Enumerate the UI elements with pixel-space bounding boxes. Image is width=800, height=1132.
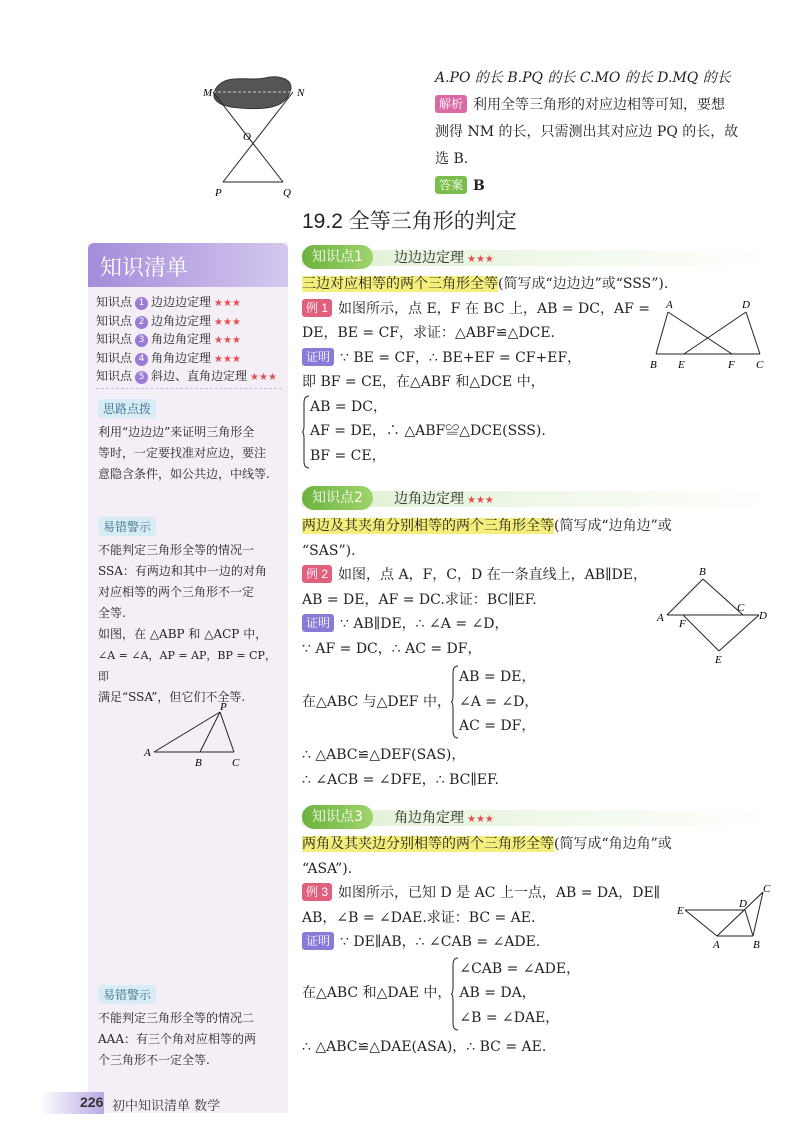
label-q: Q [283, 187, 291, 199]
kp2-proof-line: ∵ AF = DC，∴ AC = DF， [302, 640, 482, 657]
kp3-proof-line: 在△ABC 和△DAE 中， [302, 985, 452, 1002]
kp1-ex-tag: 例 1 [302, 299, 332, 317]
kp2-statement-tail: “SAS”). [302, 542, 356, 559]
kp3-statement-tail: (简写成“角边角”或 [554, 836, 672, 852]
kp2-proof-line: 在△ABC 与△DEF 中， [302, 693, 451, 710]
label-o: O [243, 131, 251, 143]
kp1-brace-line: AF = DE，∴ △ABF≌△DCE(SSS). [310, 423, 546, 440]
kp3-proof-tag: 证明 [302, 932, 334, 950]
kp2-figure [655, 565, 770, 665]
shaded-region [214, 77, 291, 109]
answer-value: B [473, 178, 485, 194]
options-line: A.PO 的长 B.PQ 的长 C.MO 的长 D.MQ 的长 [435, 70, 731, 86]
kp1-header [302, 245, 772, 271]
warn-line: 对应相等的两个三角形不一定 [98, 585, 255, 599]
kp1-proof-line: 即 BF = CE，在△ABF 和△DCE 中， [302, 374, 545, 390]
kp3-ex-tag: 例 3 [302, 883, 332, 901]
sidebar-kp-list [96, 294, 286, 387]
list-item[interactable]: 知识点 2 边角边定理 ★★★ [96, 313, 241, 328]
warn-line: AAA：有三个角对应相等的两 [98, 1032, 256, 1046]
kp3-statement: 两角及其夹边分别相等的两个三角形全等 [302, 836, 554, 852]
warn-line: 全等. [98, 606, 126, 620]
warn-line: 个三角形不一定全等. [98, 1053, 210, 1067]
svg-text:B: B [650, 359, 657, 370]
warn2-head: 易错警示 [98, 985, 156, 1004]
kp1-proof-tag: 证明 [302, 348, 334, 366]
kp3-proof-line: ∵ DE∥AB，∴ ∠CAB = ∠ADE. [340, 934, 541, 950]
svg-text:D: D [759, 610, 767, 622]
kp2-proof-line: ∴ ∠ACB = ∠DFE，∴ BC∥EF. [302, 771, 500, 788]
kp3-ex-line: AB，∠B = ∠DAE.求证：BC = AE. [302, 909, 536, 926]
list-item[interactable]: 知识点 4 角角边定理 ★★★ [96, 350, 241, 365]
kp2-name: 边角边定理 ★★★ [394, 491, 494, 507]
kp3-pill: 知识点3 [302, 805, 373, 829]
page-number: 226 [80, 1094, 104, 1110]
svg-text:C: C [756, 359, 764, 370]
svg-text:E: E [678, 359, 685, 370]
svg-text:C: C [737, 602, 745, 614]
top-answer-block [435, 65, 775, 200]
kp3-brace-line: ∠B = ∠DAE， [459, 1009, 560, 1026]
label-n: N [297, 87, 305, 99]
sidebar-title: 知识清单 [100, 256, 189, 281]
kp1-brace-line: AB = DC， [310, 398, 387, 415]
svg-text:C: C [763, 883, 771, 895]
tip-line: 意隐含条件，如公共边，中线等. [98, 467, 270, 481]
kp3-brace-line: ∠CAB = ∠ADE， [459, 960, 581, 977]
kp3-brace-line: AB = DA， [459, 985, 536, 1002]
kp2-proof-line: ∵ AB∥DE，∴ ∠A = ∠D， [340, 616, 509, 632]
kp1-brace-line: BF = CE， [310, 447, 386, 464]
analysis-text-1: 利用全等三角形的对应边相等可知，要想 [473, 97, 726, 113]
answer-tag: 答案 [435, 176, 467, 194]
kp2-brace-line: AB = DE， [458, 669, 536, 686]
warn-line: 不能判定三角形全等的情况二 [98, 1011, 255, 1025]
svg-text:P: P [220, 701, 227, 713]
kp1-statement: 三边对应相等的两个三角形全等 [302, 276, 498, 292]
list-item[interactable]: 知识点 1 边边边定理 ★★★ [96, 295, 241, 309]
kp3-ex-line: 如图所示，已知 D 是 AC 上一点，AB = DA，DE∥ [338, 885, 661, 901]
list-item[interactable]: 知识点 3 角边角定理 ★★★ [96, 332, 241, 346]
list-item[interactable]: 知识点 5 斜边、直角边定理 ★★★ [96, 369, 277, 383]
svg-text:D: D [742, 299, 750, 311]
warn1-head: 易错警示 [98, 517, 156, 536]
kp2-statement: 两边及其夹角分别相等的两个三角形全等 [302, 518, 554, 534]
kp2-statement-tail: (简写成“边角边”或 [554, 518, 672, 534]
svg-text:A: A [666, 299, 673, 311]
svg-text:E: E [715, 654, 722, 665]
kp2-ex-tag: 例 2 [302, 565, 332, 583]
kp3-name: 角边角定理 ★★★ [394, 810, 494, 826]
kp1-proof-line: ∵ BE = CF，∴ BE+EF = CF+EF， [340, 349, 582, 366]
tip-line: 等时，一定要找准对应边，要注 [98, 446, 267, 460]
svg-text:A: A [657, 612, 664, 624]
kp2-proof-tag: 证明 [302, 614, 334, 632]
kp2-proof-line: ∴ △ABC≌△DEF(SAS)， [302, 747, 466, 763]
kp1-statement-tail: (简写成“边边边”或“SSS”). [498, 276, 669, 292]
analysis-text-2: 测得 NM 的长，只需测出其对应边 PQ 的长，故 [435, 124, 739, 140]
book-title: 初中知识清单 数学 [112, 1099, 221, 1114]
warning-box-1 [98, 516, 286, 708]
kp1-name: 边边边定理 ★★★ [394, 250, 494, 266]
svg-text:D: D [739, 898, 747, 910]
kp1-ex-line: DE，BE = CF，求证：△ABF≌△DCE. [302, 325, 555, 341]
svg-text:A: A [713, 939, 720, 951]
kp3-header [302, 805, 772, 831]
sidebar-divider [96, 388, 282, 389]
analysis-tag: 解析 [435, 95, 467, 113]
tip-box [98, 398, 286, 485]
sidebar-header [88, 243, 288, 287]
svg-text:B: B [753, 939, 760, 951]
tip-line: 利用“边边边”来证明三角形全 [98, 425, 255, 439]
warn-line: 满足“SSA”，但它们不全等. [98, 690, 246, 704]
kp2-brace-line: AC = DF， [458, 718, 536, 735]
kp2-pill: 知识点2 [302, 486, 373, 510]
warning-box-2 [98, 984, 286, 1071]
label-m: M [203, 87, 213, 99]
svg-text:C: C [232, 757, 240, 769]
analysis-text-3: 选 B. [435, 151, 469, 167]
kp2-ex-line: AB = DE，AF = DC.求证：BC∥EF. [302, 591, 537, 608]
kp3-statement-tail: “ASA”). [302, 860, 353, 877]
svg-text:B: B [195, 757, 202, 769]
svg-text:B: B [699, 566, 706, 578]
kp3-proof-line: ∴ △ABC≌△DAE(ASA)，∴ BC = AE. [302, 1038, 547, 1055]
tip-head: 思路点拨 [98, 399, 156, 418]
kp1-pill: 知识点1 [302, 245, 373, 269]
kp1-ex-line: 如图所示，点 E，F 在 BC 上，AB = DC，AF = [338, 300, 650, 317]
label-p: P [215, 187, 222, 199]
svg-text:F: F [679, 618, 686, 630]
svg-text:F: F [728, 359, 735, 370]
kp3-figure [675, 880, 775, 952]
warn-line: SSA：有两边和其中一边的对角 [98, 564, 267, 578]
section-title: 19.2 全等三角形的判定 [302, 210, 517, 233]
ssa-figure [140, 700, 250, 770]
kp2-header [302, 486, 772, 512]
warn-line: 如图，在 △ABP 和 △ACP 中， [98, 627, 268, 641]
svg-text:A: A [144, 747, 151, 759]
kp1-figure [650, 298, 770, 370]
warn-line: ∠A = ∠A，AP = AP，BP = CP，即 [98, 649, 276, 683]
svg-text:E: E [677, 905, 684, 917]
kp2-ex-line: 如图，点 A，F，C，D 在一条直线上，AB∥DE， [338, 567, 647, 583]
kp2-brace-line: ∠A = ∠D， [458, 693, 539, 710]
warn-line: 不能判定三角形全等的情况一 [98, 543, 255, 557]
top-figure [195, 70, 315, 200]
